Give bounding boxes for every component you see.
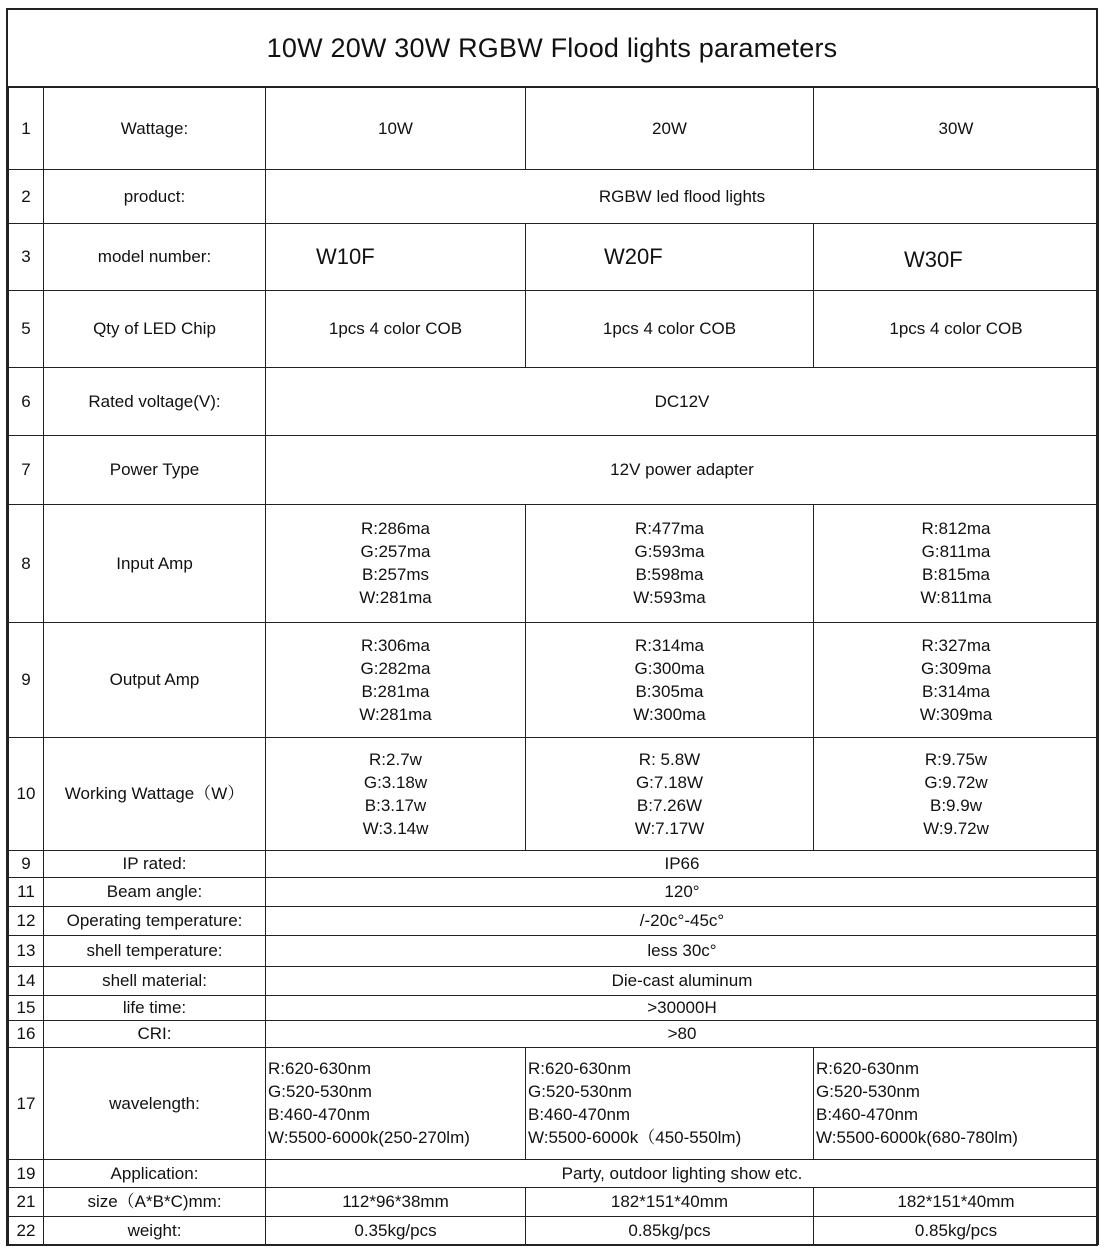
cell-line: B:815ma (921, 565, 991, 584)
cell-line: R:327ma (921, 635, 991, 655)
row-number: 9 (9, 622, 44, 737)
table-row-output-amp (9, 622, 1099, 737)
cell-line: G:520-530nm (528, 1082, 632, 1101)
spec-sheet (6, 8, 1098, 1246)
cell-line: B:460-470nm (268, 1105, 371, 1124)
row-label: model number: (44, 223, 266, 290)
table-row-rated-voltage (9, 367, 1099, 435)
row-label: Qty of LED Chip (44, 290, 266, 367)
cell-20w: 1pcs 4 color COB (526, 290, 814, 367)
row-label: Application: (44, 1159, 266, 1187)
row-label: life time: (44, 995, 266, 1020)
row-label: size（A*B*C)mm: (44, 1187, 266, 1216)
cell-line: G:257ma (360, 542, 431, 561)
cell-10w: 0.35kg/pcs (266, 1216, 526, 1244)
row-number: 8 (9, 504, 44, 622)
row-label: CRI: (44, 1020, 266, 1047)
row-label: Operating temperature: (44, 906, 266, 935)
cell-20w (526, 737, 814, 850)
cell-line: R:314ma (635, 635, 704, 655)
row-number: 3 (9, 223, 44, 290)
cell-merged: 12V power adapter (266, 435, 1099, 504)
cell-30w: 182*151*40mm (814, 1187, 1099, 1216)
cell-line: G:520-530nm (816, 1082, 920, 1101)
row-number: 19 (9, 1159, 44, 1187)
cell-20w (526, 622, 814, 737)
row-number: 13 (9, 935, 44, 966)
row-number: 7 (9, 435, 44, 504)
row-number: 12 (9, 906, 44, 935)
table-row-power-type (9, 435, 1099, 504)
cell-10w (266, 1047, 526, 1159)
cell-30w: 30W (814, 88, 1099, 169)
table-row-shell-material (9, 966, 1099, 995)
row-label: Power Type (44, 435, 266, 504)
table-row-life-time (9, 995, 1099, 1020)
cell-line: G:300ma (634, 658, 705, 678)
row-number: 22 (9, 1216, 44, 1244)
cell-merged: Die-cast aluminum (266, 966, 1099, 995)
row-label: shell material: (44, 966, 266, 995)
cell-line: G:3.18w (363, 772, 428, 792)
row-label: Output Amp (44, 622, 266, 737)
cell-line: B:3.17w (364, 795, 427, 815)
cell-30w: 1pcs 4 color COB (814, 290, 1099, 367)
cell-line: W:5500-6000k(680-780lm) (816, 1128, 1018, 1147)
cell-line: R:620-630nm (528, 1059, 632, 1078)
row-number: 1 (9, 88, 44, 169)
row-label: IP rated: (44, 850, 266, 877)
table-row-size (9, 1187, 1099, 1216)
page-title: 10W 20W 30W RGBW Flood lights parameters (266, 32, 838, 63)
row-label: product: (44, 169, 266, 223)
table-row-product (9, 169, 1099, 223)
cell-line: W:5500-6000k(250-270lm) (268, 1128, 470, 1147)
cell-line: B:460-470nm (528, 1105, 631, 1124)
table-row-input-amp (9, 504, 1099, 622)
cell-line: G:593ma (634, 542, 705, 561)
cell-line: R:620-630nm (268, 1059, 372, 1078)
parameters-table (8, 88, 1099, 1245)
row-number: 21 (9, 1187, 44, 1216)
cell-20w: 0.85kg/pcs (526, 1216, 814, 1244)
cell-merged: /-20c°-45c° (266, 906, 1099, 935)
cell-line: W:3.14w (362, 818, 429, 838)
row-number: 14 (9, 966, 44, 995)
cell-line: B:460-470nm (816, 1105, 919, 1124)
cell-line: G:309ma (921, 658, 991, 678)
cell-30w (814, 737, 1099, 850)
cell-10w (266, 622, 526, 737)
cell-30w: 0.85kg/pcs (814, 1216, 1099, 1244)
cell-merged: >30000H (266, 995, 1099, 1020)
cell-line: R:9.75w (924, 749, 988, 769)
cell-merged: RGBW led flood lights (266, 169, 1099, 223)
cell-20w: 20W (526, 88, 814, 169)
row-number: 11 (9, 877, 44, 906)
cell-line: R: 5.8W (638, 749, 701, 769)
cell-line: W:7.17W (634, 818, 705, 838)
cell-10w (266, 504, 526, 622)
cell-line: W:811ma (920, 588, 992, 607)
cell-line: B:281ma (361, 681, 430, 701)
row-label: Input Amp (44, 504, 266, 622)
table-row-wavelength (9, 1047, 1099, 1159)
cell-30w (814, 504, 1099, 622)
row-label: Beam angle: (44, 877, 266, 906)
table-row-cri (9, 1020, 1099, 1047)
cell-10w (266, 737, 526, 850)
table-row-weight (9, 1216, 1099, 1244)
row-label: Wattage: (44, 88, 266, 169)
cell-merged: >80 (266, 1020, 1099, 1047)
row-label: weight: (44, 1216, 266, 1244)
cell-10w: 10W (266, 88, 526, 169)
row-label: shell temperature: (44, 935, 266, 966)
cell-line: B:305ma (635, 681, 704, 701)
cell-10w: 112*96*38mm (266, 1187, 526, 1216)
cell-line: G:9.72w (924, 772, 988, 792)
cell-20w: W20F (526, 223, 814, 290)
cell-line: R:286ma (361, 519, 430, 538)
table-row-ip-rated (9, 850, 1099, 877)
cell-line: B:9.9w (930, 795, 982, 815)
cell-line: B:314ma (921, 681, 991, 701)
cell-line: R:2.7w (369, 749, 422, 769)
cell-30w: W30F (814, 223, 1099, 290)
cell-line: R:620-630nm (816, 1059, 920, 1078)
table-row-wattage (9, 88, 1099, 169)
cell-line: W:9.72w (923, 818, 989, 838)
cell-10w: 1pcs 4 color COB (266, 290, 526, 367)
cell-20w: 182*151*40mm (526, 1187, 814, 1216)
cell-line: R:306ma (361, 635, 430, 655)
cell-20w (526, 1047, 814, 1159)
cell-line: G:7.18W (635, 772, 704, 792)
row-label: wavelength: (44, 1047, 266, 1159)
cell-merged: 120° (266, 877, 1099, 906)
cell-20w (526, 504, 814, 622)
table-row-model-number (9, 223, 1099, 290)
cell-line: B:598ma (635, 565, 704, 584)
cell-30w (814, 622, 1099, 737)
cell-line: G:811ma (921, 542, 991, 561)
cell-merged: Party, outdoor lighting show etc. (266, 1159, 1099, 1187)
row-number: 2 (9, 169, 44, 223)
row-number: 17 (9, 1047, 44, 1159)
row-number: 16 (9, 1020, 44, 1047)
cell-line: W:281ma (359, 704, 432, 724)
cell-line: B:7.26W (636, 795, 703, 815)
cell-line: W:300ma (633, 704, 706, 724)
row-number: 15 (9, 995, 44, 1020)
table-row-beam-angle (9, 877, 1099, 906)
cell-merged: less 30c° (266, 935, 1099, 966)
cell-merged: DC12V (266, 367, 1099, 435)
table-row-working-wattage (9, 737, 1099, 850)
cell-line: R:477ma (635, 519, 704, 538)
cell-line: W:281ma (359, 588, 432, 607)
row-number: 5 (9, 290, 44, 367)
row-number: 10 (9, 737, 44, 850)
row-label: Working Wattage（W） (44, 737, 266, 850)
row-number: 6 (9, 367, 44, 435)
cell-line: W:5500-6000k（450-550lm) (528, 1128, 742, 1147)
cell-merged: IP66 (266, 850, 1099, 877)
row-label: Rated voltage(V): (44, 367, 266, 435)
table-row-shell-temperature (9, 935, 1099, 966)
table-row-application (9, 1159, 1099, 1187)
cell-10w: W10F (266, 223, 526, 290)
cell-line: W:593ma (633, 588, 706, 607)
cell-line: R:812ma (921, 519, 991, 538)
row-number: 9 (9, 850, 44, 877)
table-row-led-chip (9, 290, 1099, 367)
cell-30w (814, 1047, 1099, 1159)
table-row-operating-temperature (9, 906, 1099, 935)
cell-line: G:282ma (360, 658, 431, 678)
cell-line: W:309ma (919, 704, 993, 724)
cell-line: B:257ms (361, 565, 430, 584)
cell-line: G:520-530nm (268, 1082, 372, 1101)
